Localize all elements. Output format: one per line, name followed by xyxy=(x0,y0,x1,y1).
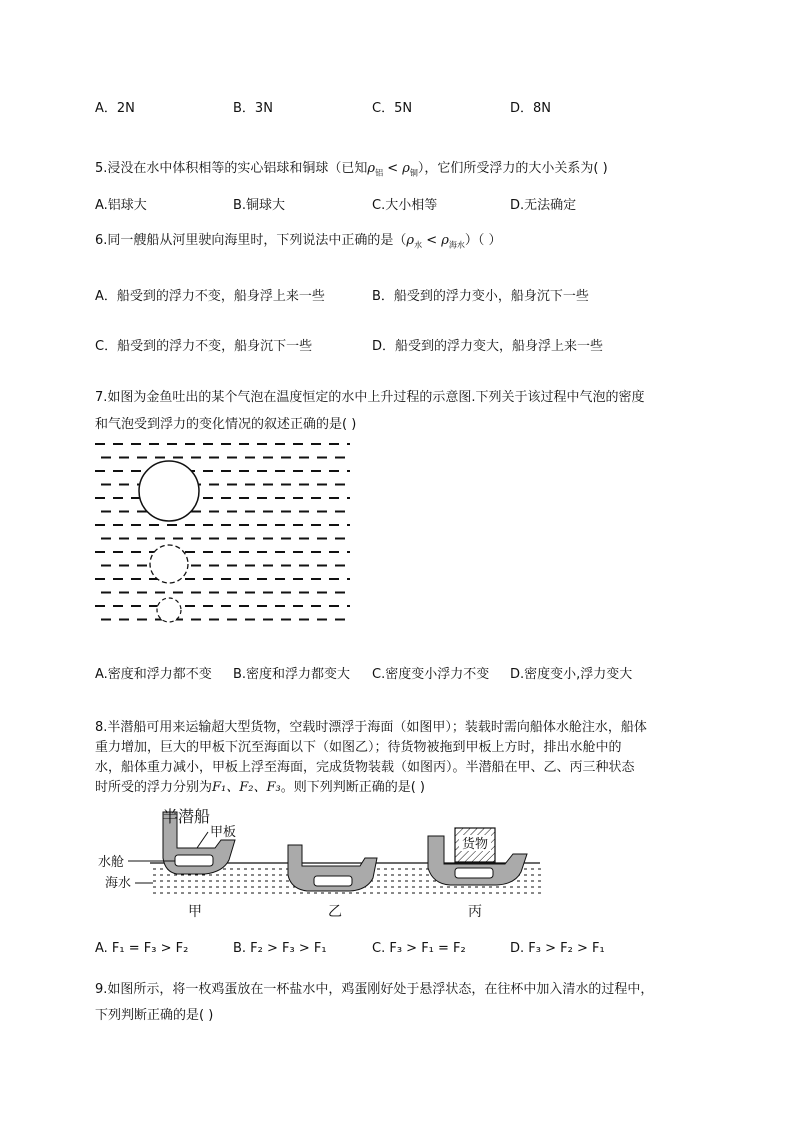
label-sea: 海水 xyxy=(105,876,132,891)
q6-option-c: C．船受到的浮力不变，船身沉下一些 xyxy=(95,339,313,354)
rho-subscript: 铜 xyxy=(409,168,418,178)
less-than-sign: < xyxy=(426,233,438,248)
q4-option-d: D．8N xyxy=(510,101,552,116)
q5-stem-text: 5.浸没在水中体积相等的实心铝球和铜球（已知 xyxy=(95,161,368,176)
question-7-stem-line1: 7.如图为金鱼吐出的某个气泡在温度恒定的水中上升过程的示意图.下列关于该过程中气泡的密度 xyxy=(95,390,645,405)
question-6-stem xyxy=(95,229,502,251)
q8-stem-text: 时所受的浮力分别为 xyxy=(95,780,213,795)
question-9-stem-line1: 9.如图所示，将一枚鸡蛋放在一杯盐水中，鸡蛋刚好处于悬浮状态，在往杯中加入清水的过程中， xyxy=(95,982,654,997)
question-8-stem-line2: 重力增加，巨大的甲板下沉至海面以下（如图乙）；待货物被拖到甲板上方时，排出水舱中的 xyxy=(95,740,622,755)
question-9-stem-line2: 下列判断正确的是( ) xyxy=(95,1008,214,1023)
label-ship: 半潜船 xyxy=(162,807,211,826)
question-5-stem xyxy=(95,157,608,179)
caption-bing: 丙 xyxy=(468,904,482,920)
q8-option-d: D. F₃ > F₂ > F₁ xyxy=(510,941,605,956)
q6-stem-text: 6.同一艘船从河里驶向海里时，下列说法中正确的是（ xyxy=(95,233,407,248)
semi-submersible-figure xyxy=(95,800,555,925)
q7-option-c: C.密度变小浮力不变 xyxy=(372,667,490,682)
q6-option-d: D．船受到的浮力变大，船身浮上来一些 xyxy=(372,339,604,354)
rho-symbol: ρ xyxy=(367,161,376,176)
question-8-stem-line3: 水，船体重力减小，甲板上浮至海面，完成货物装载（如图丙）。半潜船在甲、乙、丙三种状态 xyxy=(95,760,635,775)
less-than-sign: < xyxy=(387,161,399,176)
rho-subscript: 海水 xyxy=(448,240,465,250)
question-8-stem-line1: 8.半潜船可用来运输超大型货物，空载时漂浮于海面（如图甲）；装载时需向船体水舱注水，船体 xyxy=(95,720,647,735)
bubble-large xyxy=(139,461,199,521)
label-tank: 水舱 xyxy=(98,855,125,870)
rho-symbol: ρ xyxy=(441,233,449,248)
q5-option-a: A.铝球大 xyxy=(95,198,147,213)
q5-option-b: B.铜球大 xyxy=(233,198,286,213)
bubble-medium xyxy=(150,545,188,583)
q8-option-c: C. F₃ > F₁ = F₂ xyxy=(372,941,466,956)
q8-stem-text-end: 。则下列判断正确的是( ) xyxy=(280,780,425,795)
caption-jia: 甲 xyxy=(188,904,202,920)
q7-option-a: A.密度和浮力都不变 xyxy=(95,667,212,682)
q5-option-c: C.大小相等 xyxy=(372,198,438,213)
force-symbols: F₁、F₂、F₃ xyxy=(212,780,281,795)
caption-yi: 乙 xyxy=(328,904,342,920)
q7-option-d: D.密度变小,浮力变大 xyxy=(510,667,633,682)
bubble-small xyxy=(157,598,181,622)
q8-option-a: A. F₁ = F₃ > F₂ xyxy=(95,941,189,956)
question-8-stem-line4 xyxy=(95,776,425,795)
rho-subscript: 水 xyxy=(414,240,423,250)
ship-bing-tank xyxy=(455,868,493,878)
q5-option-d: D.无法确定 xyxy=(510,198,577,213)
q4-option-a: A．2N xyxy=(95,101,135,116)
q6-option-b: B．船受到的浮力变小，船身沉下一些 xyxy=(372,289,589,304)
rho-symbol: ρ xyxy=(402,161,410,176)
q4-option-b: B．3N xyxy=(233,101,273,116)
q6-option-a: A．船受到的浮力不变，船身浮上来一些 xyxy=(95,289,325,304)
q6-stem-text-end: ）（ ） xyxy=(464,233,502,248)
bubble-figure xyxy=(95,440,355,630)
question-7-stem-line2: 和气泡受到浮力的变化情况的叙述正确的是( ) xyxy=(95,417,357,432)
rho-symbol: ρ xyxy=(406,233,415,248)
deck-leader-line xyxy=(197,832,208,848)
q7-option-b: B.密度和浮力都变大 xyxy=(233,667,351,682)
ship-jia-tank xyxy=(175,855,213,866)
label-deck: 甲板 xyxy=(210,825,237,840)
q5-stem-text-end: ），它们所受浮力的大小关系为( ) xyxy=(417,161,608,176)
ship-yi-tank xyxy=(314,876,352,886)
q8-option-b: B. F₂ > F₃ > F₁ xyxy=(233,941,327,956)
rho-subscript: 铝 xyxy=(375,168,384,178)
q4-option-c: C．5N xyxy=(372,101,413,116)
cargo-label: 货物 xyxy=(461,837,489,852)
water-dash-lines xyxy=(95,444,350,620)
